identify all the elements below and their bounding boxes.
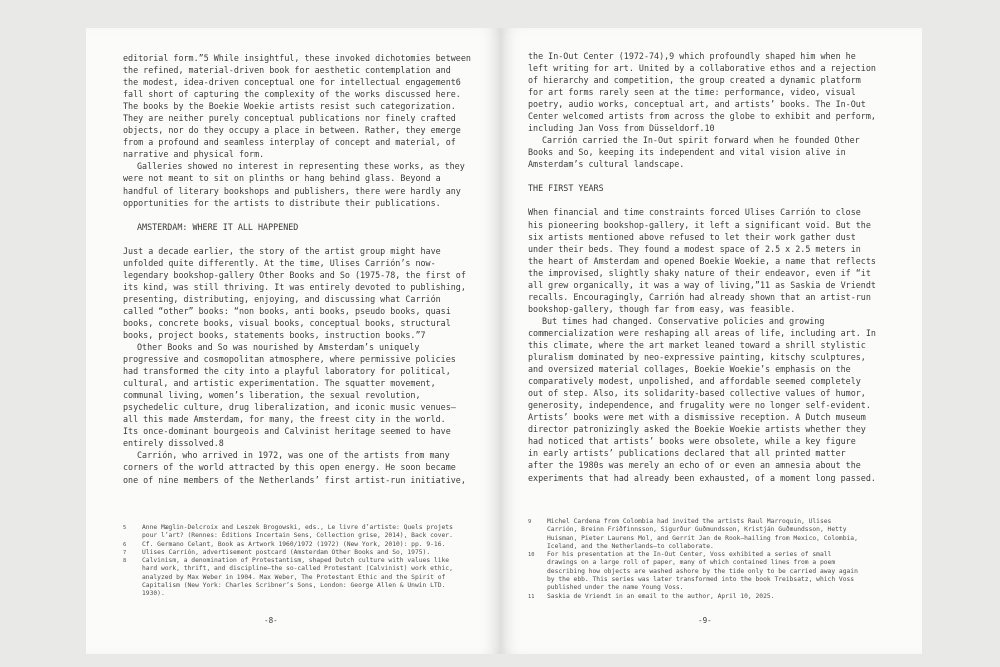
footnote-line: pour l’art? (Rennes: Éditions Incertain Sens, Collection grise, 2014), Back cover. bbox=[142, 532, 453, 540]
text-line: Galleries showed no interest in representing these works, as they bbox=[137, 161, 465, 172]
text-line: The books by the Boekie Woekie artists resist such categorization. bbox=[123, 101, 456, 112]
text-line: generosity, independence, and frugality were no longer self-evident. bbox=[528, 400, 871, 411]
text-line: presenting, distributing, enjoying, and discussing what Carrión bbox=[123, 293, 441, 304]
text-line: But times had changed. Conservative policies and growing bbox=[542, 315, 825, 326]
text-line: Amsterdam’s cultural landscape. bbox=[528, 159, 685, 170]
paragraph-times-changed bbox=[528, 315, 896, 484]
text-line: entirely dissolved.8 bbox=[123, 438, 224, 449]
text-line: Center welcomed artists from across the globe to exhibit and perform, bbox=[528, 111, 876, 122]
text-line: editorial form.”5 While insightful, these invoked dichotomies between bbox=[123, 53, 471, 63]
page-number-left: -8- bbox=[264, 616, 278, 625]
footnote-line: published under the name Young Voss. bbox=[547, 584, 684, 592]
text-line: psychedelic culture, drug liberalization, and iconic music venues— bbox=[123, 402, 456, 413]
footnote-number: 10 bbox=[528, 552, 535, 559]
text-line: including Jan Voss from Düsseldorf.10 bbox=[528, 123, 715, 134]
text-line: comparatively modest, unpolished, and affordable seemed completely bbox=[528, 376, 861, 387]
left-body-text bbox=[123, 52, 483, 486]
text-line: his pioneering bookshop-gallery, it left a significant void. But the bbox=[528, 219, 871, 230]
text-line: from a profound and seamless interplay of concept and material, of bbox=[123, 137, 456, 148]
text-line: progressive and cosmopolitan atmosphere, where permissive policies bbox=[123, 354, 456, 365]
footnote-number: 9 bbox=[528, 519, 532, 525]
text-line: When financial and time constraints forced Ulises Carrión to close bbox=[528, 207, 861, 218]
text-line: commercialization were reshaping all areas of life, including art. In bbox=[528, 327, 876, 338]
text-line: director patronizingly asked the Boekie Woekie artists whether they bbox=[528, 424, 866, 435]
page-number-right: -9- bbox=[698, 616, 712, 625]
text-line: books, project books, statements books, instruction books.”7 bbox=[123, 329, 426, 340]
footnote-number: 6 bbox=[123, 541, 127, 548]
footnote bbox=[123, 524, 485, 541]
text-line: Books and So, keeping its independent and vital vision alive in bbox=[528, 147, 846, 158]
paragraph-decade-earlier bbox=[123, 245, 483, 341]
text-line: all this made Amsterdam, for many, the freest city in the world. bbox=[123, 414, 446, 425]
paragraph-in-out-center bbox=[528, 50, 896, 134]
footnote bbox=[123, 549, 485, 557]
footnote-line: describing how objects are washed ashore by the tide only to be carried away again bbox=[547, 567, 858, 575]
text-line: six artists mentioned above refused to let their work gather dust bbox=[528, 231, 856, 242]
paragraph-other-books bbox=[123, 341, 483, 449]
footnote-line: Saskia de Vriendt in an email to the author, April 10, 2025. bbox=[547, 592, 775, 600]
text-line: opportunities for the artists to distribute their publications. bbox=[123, 197, 441, 208]
footnote-line: Huisman, Pieter Laurens Mol, and Gerrit Jan de Rook—hailing from Mexico, Colombia, bbox=[547, 534, 858, 542]
footnote-line: Iceland, and the Netherlands—to collaborate. bbox=[547, 542, 714, 550]
text-line: and oversized material collages, Boekie Woekie’s emphasis on the bbox=[528, 364, 851, 375]
text-line: for art forms rarely seen at the time: performance, video, visual bbox=[528, 87, 856, 98]
text-line: out of step. Also, its solidarity-based collective values of humor, bbox=[528, 388, 866, 399]
left-footnotes bbox=[123, 524, 485, 599]
text-line: this climate, where the art market leaned toward a shrill stylistic bbox=[528, 339, 866, 350]
text-line: the heart of Amsterdam and opened Boekie Woekie, a name that reflects bbox=[528, 255, 876, 266]
text-line: Its once-dominant bourgeois and Calvinist heritage seemed to have bbox=[123, 426, 451, 437]
text-line: in early artists’ publications declared that all printed matter bbox=[528, 448, 846, 459]
footnote-line: analyzed by Max Weber in 1904. Max Weber, The Protestant Ethic and the Spirit of bbox=[142, 573, 446, 581]
text-line: its kind, was still thriving. It was entirely devoted to publishing, bbox=[123, 281, 466, 292]
text-line: Artists’ books were met with a dismissive reception. A Dutch museum bbox=[528, 412, 866, 423]
text-line: one of nine members of the Netherlands’ first artist-run initiative, bbox=[123, 474, 466, 485]
text-line: experiments that had already been exhausted, of a moment long passed. bbox=[528, 472, 876, 483]
text-line: communal living, women’s liberation, the sexual revolution, bbox=[123, 390, 421, 401]
footnote bbox=[528, 593, 898, 601]
footnote-line: Calvinism, a denomination of Protestantism, shaped Dutch culture with values like bbox=[142, 557, 450, 565]
text-line: all grew organically, it was a way of living,”11 as Saskia de Vriendt bbox=[528, 279, 876, 290]
text-line: had noticed that artists’ books were obsolete, while a key figure bbox=[528, 436, 856, 447]
footnote-line: hard work, thrift, and discipline—the so-called Protestant (Calvinist) work ethic, bbox=[142, 565, 453, 573]
footnote-line: Capitalism (New York: Charles Scribner’s Sons, London: George Allen & Unwin LTD. bbox=[142, 582, 446, 590]
footnote-number: 5 bbox=[123, 525, 127, 531]
text-line: books, concrete books, visual books, conceptual books, structural bbox=[123, 317, 451, 328]
paragraph-editorial-form bbox=[123, 52, 483, 160]
text-line: the In-Out Center (1972-74),9 which profoundly shaped him when he bbox=[528, 51, 856, 61]
footnote bbox=[123, 541, 485, 549]
text-line: unfolded quite differently. At the time, Ulises Carrión’s now- bbox=[123, 257, 436, 268]
footnote-number: 11 bbox=[528, 593, 535, 600]
right-footnotes bbox=[528, 518, 898, 601]
paragraph-carrion-arrived bbox=[123, 449, 483, 485]
text-line: Carrión carried the In-Out spirit forward when he founded Other bbox=[542, 135, 860, 146]
text-line: under their beds. They found a modest space of 2.5 x 2.5 meters in bbox=[528, 243, 861, 254]
paragraph-when-financial bbox=[528, 206, 896, 314]
footnote-line: For his presentation at the In-Out Center, Voss exhibited a series of small bbox=[547, 551, 832, 559]
text-line: pluralism dominated by neo-expressive painting, kitschy sculptures, bbox=[528, 352, 866, 363]
text-line: Just a decade earlier, the story of the artist group might have bbox=[123, 245, 441, 256]
footnote-line: Ulises Carrión, advertisement postcard (Amsterdam Other Books and So, 1975). bbox=[142, 548, 431, 556]
footnote-line: Michel Cardena from Colombia had invited the artists Raul Marroquin, Ulises bbox=[547, 518, 832, 525]
text-line: objects, nor do they occupy a place in between. Rather, they emerge bbox=[123, 125, 461, 136]
text-line: legendary bookshop-gallery Other Books and So (1975-78, the first of bbox=[123, 269, 466, 280]
text-line: cultural, and artistic experimentation. The squatter movement, bbox=[123, 378, 436, 389]
open-book bbox=[86, 28, 922, 654]
text-line: left writing for art. United by a collaborative ethos and a rejection bbox=[528, 63, 876, 74]
section-heading-first-years: THE FIRST YEARS bbox=[528, 183, 604, 194]
text-line: poetry, audio works, conceptual art, and artists’ books. The In-Out bbox=[528, 99, 866, 110]
text-line: were not meant to sit on plinths or hang behind glass. Beyond a bbox=[123, 173, 441, 184]
footnote-line: by the ebb. This series was later transformed into the book Treibsatz, which Voss bbox=[547, 576, 855, 584]
footnote bbox=[123, 557, 485, 598]
text-line: They are neither purely conceptual publications nor finely crafted bbox=[123, 113, 456, 124]
text-line: had transformed the city into a playful laboratory for political, bbox=[123, 366, 451, 377]
left-page bbox=[86, 28, 500, 654]
text-line: of hierarchy and competition, the group created a dynamic platform bbox=[528, 75, 861, 86]
paragraph-carrion-carried bbox=[528, 134, 896, 170]
text-line: handful of literary bookshops and publishers, there were hardly any bbox=[123, 185, 461, 196]
footnote-line: Anne Mæglin-Delcroix and Leszek Brogowski, eds., Le livre d’artiste: Quels projets bbox=[142, 524, 453, 531]
text-line: bookshop-gallery, though far from easy, was feasible. bbox=[528, 303, 796, 314]
text-line: the improvised, slightly shaky nature of their endeavor, even if “it bbox=[528, 267, 871, 278]
footnote-line: Carrión, Breinn Friðfinnsson, Sigurður Guðmundsson, Kristján Guðmundsson, Hetty bbox=[547, 526, 847, 534]
footnote-number: 8 bbox=[123, 558, 127, 565]
text-line: fall short of capturing the complexity of the works discussed here. bbox=[123, 89, 461, 100]
paragraph-galleries bbox=[123, 160, 483, 208]
text-line: recalls. Encouragingly, Carrión had already shown that an artist-run bbox=[528, 291, 871, 302]
footnote bbox=[528, 551, 898, 592]
text-line: narrative and physical form. bbox=[123, 149, 265, 160]
footnote-line: 1930). bbox=[142, 590, 165, 598]
footnote-line: Cf. Germano Celant, Book as Artwork 1960/1972 (1972) (New York, 2010): pp. 9-16. bbox=[142, 540, 446, 548]
text-line: called “other” books: “non books, anti books, pseudo books, quasi bbox=[123, 305, 451, 316]
text-line: after the 1980s was merely an echo of or even an amnesia about the bbox=[528, 460, 861, 471]
text-line: Other Books and So was nourished by Amsterdam’s uniquely bbox=[137, 341, 420, 352]
text-line: the modest, idea-driven conceptual one for intellectual engagement6 bbox=[123, 77, 461, 88]
right-body-text bbox=[528, 50, 896, 484]
footnote-number: 7 bbox=[123, 549, 127, 556]
footnote bbox=[528, 518, 898, 551]
text-line: the refined, material-driven book for aesthetic contemplation and bbox=[123, 65, 451, 76]
text-line: Carrión, who arrived in 1972, was one of the artists from many bbox=[137, 450, 450, 461]
text-line: corners of the world attracted by this open energy. He soon became bbox=[123, 462, 456, 473]
footnote-line: drawings on a large roll of paper, many of which contained lines from a poem bbox=[547, 559, 836, 567]
right-page bbox=[500, 28, 922, 654]
section-heading-amsterdam: AMSTERDAM: WHERE IT ALL HAPPENED bbox=[137, 221, 299, 232]
